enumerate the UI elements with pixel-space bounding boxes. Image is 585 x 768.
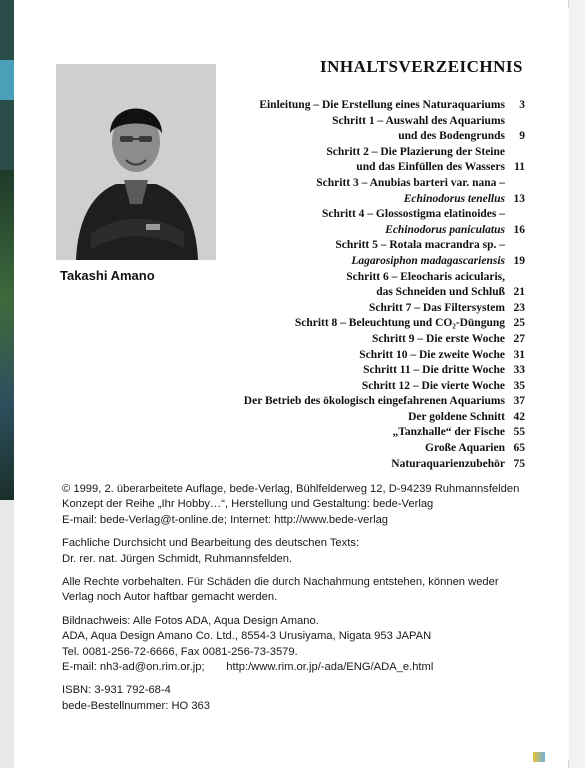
toc-entry: Naturaquarienzubehör 75 <box>391 457 525 470</box>
author-photo <box>56 64 216 260</box>
imprint-isbn: ISBN: 3-931 792-68-4 bede-Bestellnummer: HO 363 <box>62 684 210 712</box>
toc-entry: Der Betrieb des ökologisch eingefahrenen Aquariums 37 <box>243 395 525 408</box>
imprint-publisher: © 1999, 2. überarbeitete Auflage, bede-Verlag, Bühlfelderweg 12, D-94239 Ruhmannsfelden Konzept der Reihe „Ihr Hobby…“, Herstellung und Gestaltung: bede-Verlag E-mail: bede-Verlag@t-online.de; Internet: http://www.bede-verlag <box>62 483 520 526</box>
toc-entry: Echinodorus paniculatus 16 <box>385 223 525 236</box>
imprint-photo-credits: Bildnachweis: Alle Fotos ADA, Aqua Design Amano. ADA, Aqua Design Amano Co. Ltd., 8554-3 Urusiyama, Nigata 953 JAPAN Tel. 0081-256-72-6666, Fax 0081-256-73-3579. E-mail: nh3-ad@on.rim.or.jp; http:/www.rim.or.jp/-ada/ENG/ADA_e.html <box>62 614 434 674</box>
toc-entry: Schritt 7 – Das Filtersystem 23 <box>368 301 525 314</box>
toc-entry: und das Einfüllen des Wassers 11 <box>356 161 525 174</box>
toc-entry: Schritt 6 – Eleocharis acicularis, <box>346 270 505 283</box>
toc-entry: Schritt 12 – Die vierte Woche 35 <box>361 379 525 392</box>
toc-title: INHALTSVERZEICHNIS <box>320 57 523 76</box>
toc-entry: Schritt 2 – Die Plazierung der Steine <box>326 145 505 158</box>
cover-edge-image <box>0 170 14 500</box>
toc-entry: „Tanzhalle“ der Fische 55 <box>392 426 525 439</box>
toc-entry: und des Bodengrunds 9 <box>398 130 525 143</box>
cover-edge-strip <box>0 60 14 100</box>
toc-entry: Schritt 5 – Rotala macrandra sp. – <box>335 239 505 252</box>
toc-entry: Echinodorus tenellus 13 <box>403 192 525 205</box>
cover-edge-strip <box>0 500 14 768</box>
book-page <box>14 8 569 760</box>
imprint-review: Fachliche Durchsicht und Bearbeitung des deutschen Texts: Dr. rer. nat. Jürgen Schmidt, Ruhmannsfelden. <box>62 537 360 565</box>
photo-caption: Takashi Amano <box>60 268 155 283</box>
toc-entry: Schritt 10 – Die zweite Woche 31 <box>359 348 525 361</box>
toc-entry: Einleitung – Die Erstellung eines Naturaquariums 3 <box>259 99 525 111</box>
toc-entry: Lagarosiphon madagascariensis 19 <box>351 254 525 267</box>
toc-entry: Der goldene Schnitt 42 <box>408 410 525 423</box>
toc-entry: Schritt 4 – Glossostigma elatinoides – <box>321 208 505 221</box>
toc-entry: Schritt 9 – Die erste Woche 27 <box>372 332 525 345</box>
toc-entry: Schritt 11 – Die dritte Woche 33 <box>363 364 525 377</box>
toc-entry: Schritt 3 – Anubias barteri var. nana – <box>316 176 505 189</box>
toc-entry: Schritt 8 – Beleuchtung und CO₂-Düngung 25 <box>294 317 525 330</box>
print-color-marks <box>533 752 545 762</box>
toc-entry: das Schneiden und Schluß 21 <box>376 286 525 299</box>
cover-edge-right <box>568 0 585 768</box>
table-of-contents <box>205 98 525 472</box>
cover-edge-left <box>0 0 14 768</box>
imprint-rights: Alle Rechte vorbehalten. Für Schäden die durch Nachahmung entstehen, können weder Verlag noch Autor haftbar gemacht werden. <box>62 576 499 604</box>
toc-entry: Große Aquarien 65 <box>425 442 525 455</box>
toc-entry: Schritt 1 – Auswahl des Aquariums <box>332 114 505 127</box>
imprint <box>62 482 562 722</box>
